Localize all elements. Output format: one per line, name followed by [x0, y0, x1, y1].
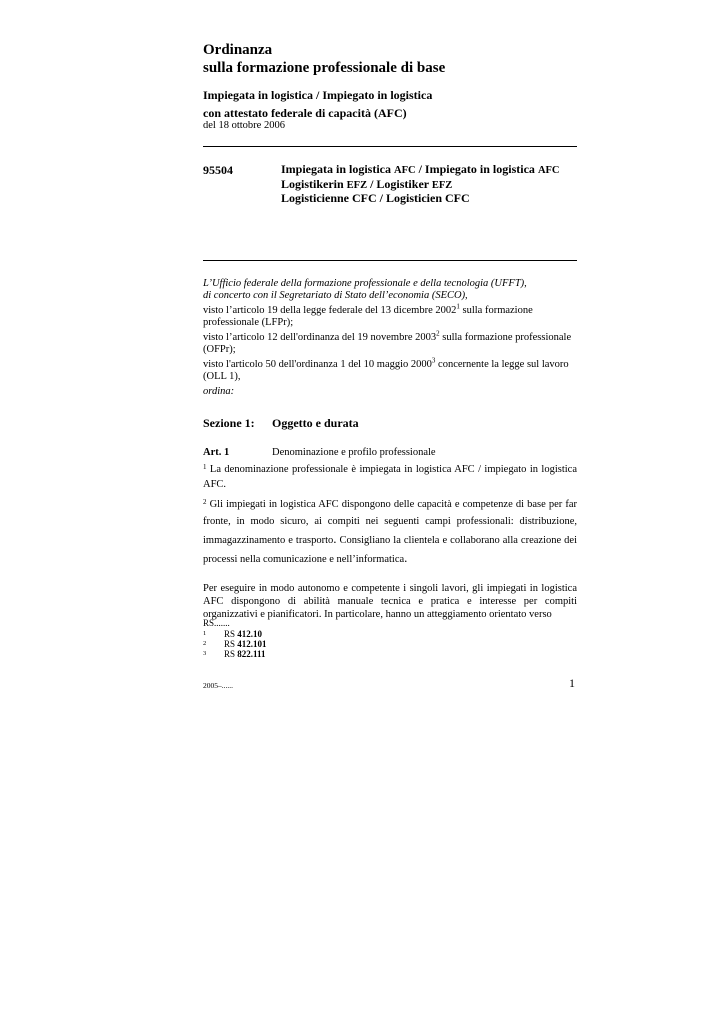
name-part: AFC — [537, 165, 560, 176]
paragraph-text: Consigliano la clientela e collaborano alla creazione dei processi nella comunicazione e nell’informatica — [203, 535, 577, 565]
profession-names — [281, 163, 560, 206]
footnote-prefix: RS — [224, 649, 236, 659]
name-part: EFZ — [431, 179, 453, 191]
footnote-prefix: RS — [224, 629, 236, 639]
footnote-reference[interactable]: 412.101 — [237, 639, 267, 649]
profession-name-french: Logisticienne CFC / Logisticien CFC — [281, 191, 470, 205]
subtitle-line-1: Impiegata in logistica / Impiegato in logistica — [203, 88, 433, 102]
basis-text: visto l’articolo 19 della legge federale del 13 dicembre 2002 — [203, 305, 457, 316]
authority-line: di concerto con il Segretariato di Stato dell’economia (SECO), — [203, 290, 468, 301]
paragraph-text: . — [404, 550, 408, 565]
authority-line: L’Ufficio federale della formazione professionale e della tecnologia (UFFT), — [203, 278, 527, 289]
section-title: Oggetto e durata — [272, 416, 359, 430]
name-part: / Impiegato in logistica — [418, 162, 535, 176]
rs-placeholder: RS....... — [203, 618, 230, 628]
name-part: / Logistiker — [370, 176, 429, 191]
paragraph-3: Per eseguire in modo autonomo e competente i singoli lavori, gli impiegati in logistica AFC dispongono di abilità manuale tecnica e pratica e interesse per compiti organizzativi e pianificatori. In particolare, hanno un atteggiamento orientato verso — [203, 583, 577, 620]
paragraph-text: La denominazione professionale è impiegata in logistica AFC / impiegato in logistica AFC. — [203, 464, 577, 490]
footnote-3 — [203, 649, 266, 659]
article-heading — [203, 447, 436, 458]
page-number: 1 — [569, 676, 575, 690]
paragraph-number: 2 — [203, 498, 207, 506]
title-line-2: sulla formazione professionale di base — [203, 60, 446, 76]
paragraph-text: . — [333, 531, 337, 546]
basis-text: visto l'articolo 50 dell'ordinanza 1 del 10 maggio 2000 — [203, 359, 432, 370]
footnote-2 — [203, 639, 267, 649]
title-line-1: Ordinanza — [203, 42, 273, 58]
footnote-number: 2 — [203, 640, 207, 647]
basis-text: visto l’articolo 12 dell'ordinanza del 19 novembre 2003 — [203, 332, 437, 343]
paragraph-1 — [203, 462, 577, 492]
footnote-ref[interactable]: 2 — [436, 329, 440, 338]
document-date: del 18 ottobre 2006 — [203, 120, 285, 131]
profession-name-italian — [281, 163, 560, 178]
name-part: EFZ — [346, 179, 368, 191]
section-heading — [203, 416, 359, 431]
top-rule — [203, 146, 577, 147]
paragraph-text: Gli impiegati in logistica AFC dispongono delle capacità e competenze di base per far fronte, in modo sicuro, ai compiti nei seguenti campi professionali: distribuzione, immagazzinamento e trasporto — [203, 499, 577, 546]
article-title: Denominazione e profilo professionale — [272, 447, 436, 458]
footnote-number: 1 — [203, 630, 207, 637]
footnote-number: 3 — [203, 650, 207, 657]
paragraph-number: 1 — [203, 463, 207, 471]
legal-basis-2 — [203, 329, 577, 356]
basis-text: concernente la legge sul lavoro (OLL 1), — [203, 359, 569, 382]
document-title — [203, 41, 445, 77]
footnote-reference[interactable]: 412.10 — [237, 629, 263, 639]
article-number: Art. 1 — [203, 447, 230, 458]
basis-text: sulla formazione professionale (OFPr); — [203, 332, 572, 355]
footnote-prefix: RS — [224, 639, 236, 649]
name-part: AFC — [394, 165, 416, 176]
footer-edition: 2005–...... — [203, 681, 233, 690]
basis-text: sulla formazione professionale (LFPr); — [203, 305, 533, 328]
footnote-reference[interactable]: 822.111 — [237, 649, 266, 659]
footnote-ref[interactable]: 3 — [431, 356, 436, 365]
section-label: Sezione 1: — [203, 416, 255, 430]
profession-code: 95504 — [203, 163, 233, 177]
article-body — [203, 462, 577, 625]
name-part: Logistikerin — [281, 176, 344, 191]
authority — [203, 278, 577, 302]
name-part: Impiegata in logistica — [281, 162, 391, 176]
document-subtitle — [203, 86, 432, 122]
ordina: ordina: — [203, 386, 235, 397]
profession-name-german — [281, 178, 560, 193]
footnote-1 — [203, 629, 262, 639]
paragraph-2 — [203, 496, 577, 568]
preamble — [203, 278, 577, 401]
footnote-ref[interactable]: 1 — [456, 302, 460, 311]
legal-basis-1 — [203, 302, 577, 329]
subtitle-line-2: con attestato federale di capacità (AFC) — [203, 106, 407, 120]
middle-rule — [203, 260, 577, 261]
legal-basis-3 — [203, 356, 577, 383]
